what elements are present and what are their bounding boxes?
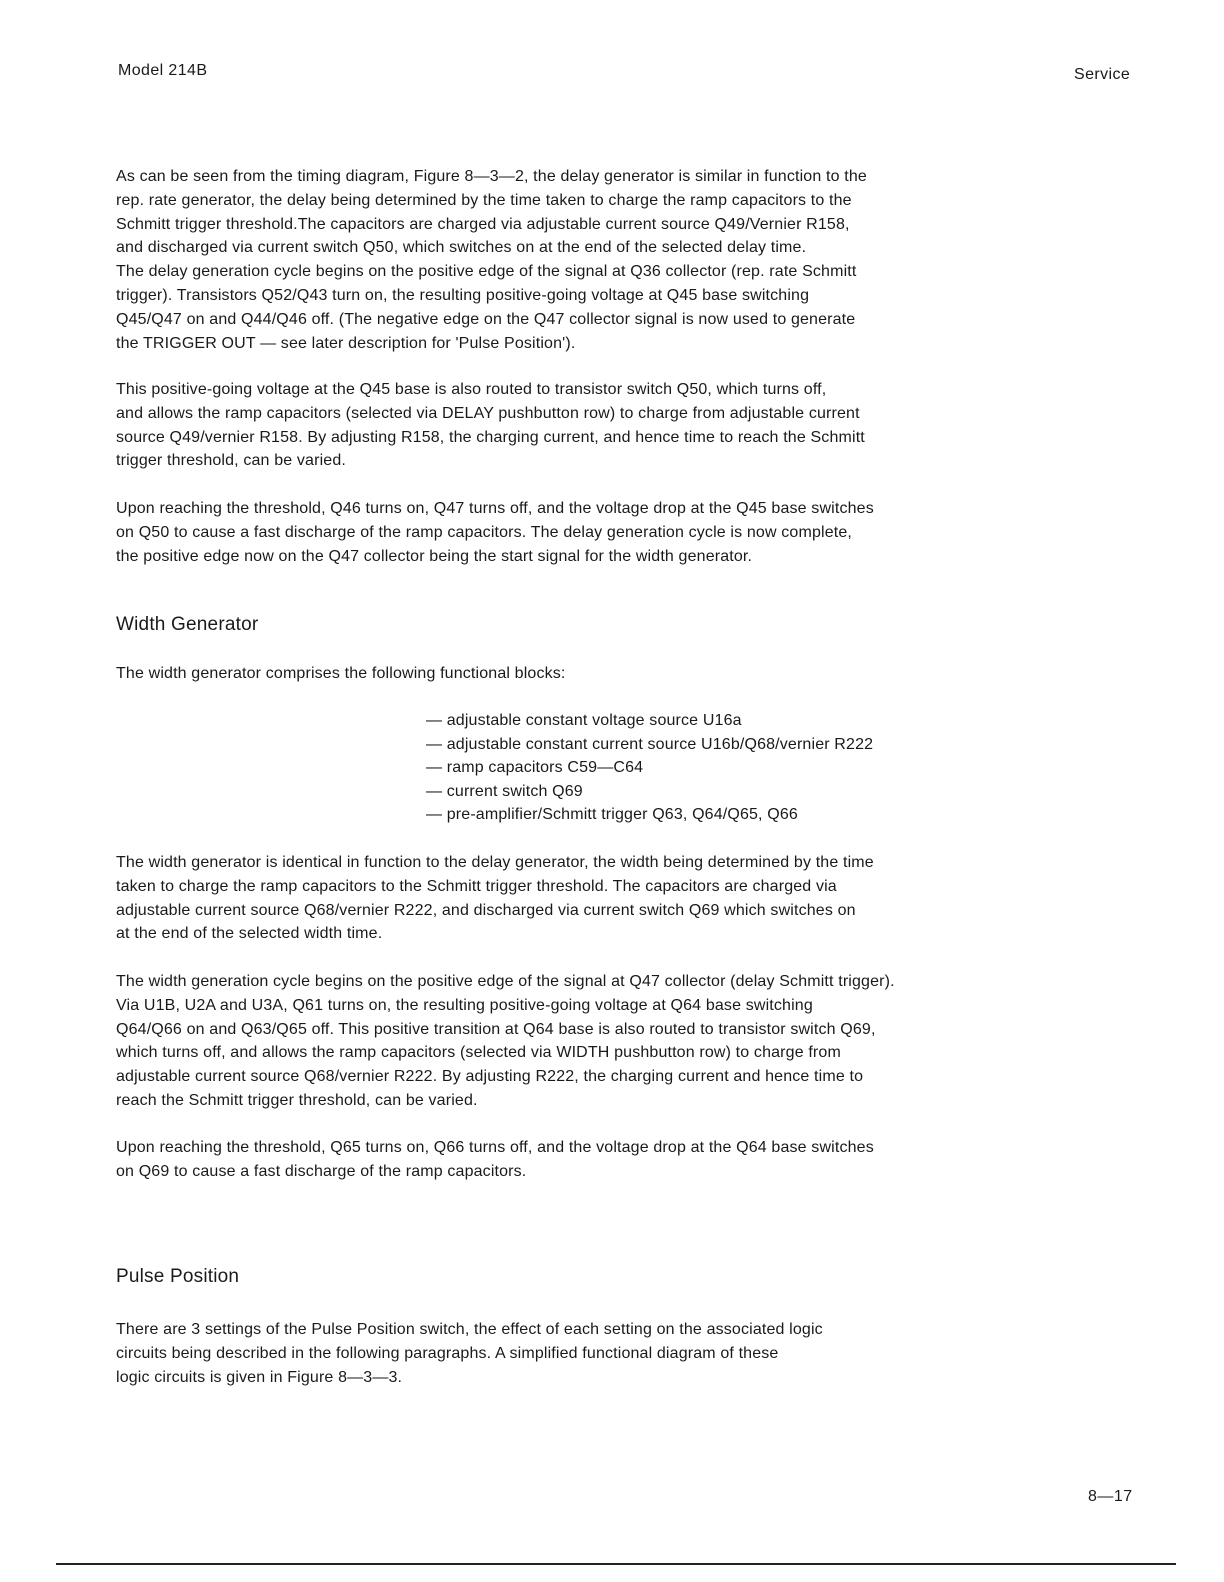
text-line: the positive edge now on the Q47 collector being the start signal for the width generator. bbox=[116, 547, 753, 565]
text-line: Q45/Q47 on and Q44/Q46 off. (The negative edge on the Q47 collector signal is now used to generate bbox=[116, 310, 856, 328]
pulse-position-heading: Pulse Position bbox=[116, 1266, 240, 1287]
text-line: Schmitt trigger threshold.The capacitors are charged via adjustable current source Q49/Vernier R158, bbox=[116, 215, 850, 233]
text-line: at the end of the selected width time. bbox=[116, 925, 383, 943]
text-line: reach the Schmitt trigger threshold, can be varied. bbox=[116, 1091, 478, 1109]
text-line: source Q49/vernier R158. By adjusting R158, the charging current, and hence time to reach the Schmitt bbox=[116, 428, 865, 446]
text-line: on Q69 to cause a fast discharge of the ramp capacitors. bbox=[116, 1162, 527, 1180]
text-line: The width generator is identical in function to the delay generator, the width being determined by the time bbox=[116, 854, 874, 871]
text-line: rep. rate generator, the delay being determined by the time taken to charge the ramp capacitors to the bbox=[116, 191, 852, 209]
text-line: circuits being described in the following paragraphs. A simplified functional diagram of these bbox=[116, 1344, 779, 1362]
header-section: Service bbox=[1074, 66, 1131, 83]
text-line: The delay generation cycle begins on the positive edge of the signal at Q36 collector (rep. rate Schmitt bbox=[116, 263, 857, 281]
list-item: — adjustable constant voltage source U16a bbox=[426, 712, 742, 729]
text-line: on Q50 to cause a fast discharge of the ramp capacitors. The delay generation cycle is now complete, bbox=[116, 523, 852, 541]
pulse-paragraph-1 bbox=[116, 1318, 823, 1389]
text-line: Via U1B, U2A and U3A, Q61 turns on, the resulting positive-going voltage at Q64 base switching bbox=[116, 996, 813, 1014]
delay-paragraph-2 bbox=[116, 378, 865, 473]
text-line: and discharged via current switch Q50, which switches on at the end of the selected delay time. bbox=[116, 239, 807, 257]
text-line: The width generator comprises the following functional blocks: bbox=[116, 665, 566, 682]
text-line: There are 3 settings of the Pulse Position switch, the effect of each setting on the associated logic bbox=[116, 1321, 823, 1338]
text-line: This positive-going voltage at the Q45 base is also routed to transistor switch Q50, which turns off, bbox=[116, 381, 827, 398]
text-line: adjustable current source Q68/vernier R222. By adjusting R222, the charging current and hence time to bbox=[116, 1068, 864, 1086]
delay-paragraph-3 bbox=[116, 497, 874, 568]
width-intro bbox=[116, 662, 566, 686]
delay-paragraph-1 bbox=[116, 165, 867, 355]
text-line: taken to charge the ramp capacitors to the Schmitt trigger threshold. The capacitors are charged via bbox=[116, 877, 837, 895]
text-line: Q64/Q66 on and Q63/Q65 off. This positive transition at Q64 base is also routed to transistor switch Q69, bbox=[116, 1020, 876, 1038]
text-line: trigger threshold, can be varied. bbox=[116, 452, 346, 470]
width-paragraph-3 bbox=[116, 1136, 874, 1184]
width-paragraph-1 bbox=[116, 851, 874, 946]
list-item: — pre-amplifier/Schmitt trigger Q63, Q64/Q65, Q66 bbox=[426, 806, 798, 824]
text-line: and allows the ramp capacitors (selected via DELAY pushbutton row) to charge from adjustable current bbox=[116, 404, 860, 422]
bottom-rule bbox=[56, 1563, 1176, 1565]
text-line: the TRIGGER OUT — see later description for 'Pulse Position'). bbox=[116, 334, 576, 352]
text-line: adjustable current source Q68/vernier R222, and discharged via current switch Q69 which switches on bbox=[116, 901, 856, 919]
width-paragraph-2 bbox=[116, 970, 895, 1113]
width-generator-heading: Width Generator bbox=[116, 614, 259, 635]
text-line: Upon reaching the threshold, Q65 turns on, Q66 turns off, and the voltage drop at the Q64 base switches bbox=[116, 1139, 874, 1156]
text-line: logic circuits is given in Figure 8—3—3. bbox=[116, 1368, 403, 1386]
list-item: — ramp capacitors C59—C64 bbox=[426, 759, 644, 777]
text-line: The width generation cycle begins on the positive edge of the signal at Q47 collector (delay Schmitt trigger). bbox=[116, 973, 895, 990]
page-number: 8—17 bbox=[1088, 1488, 1133, 1505]
header-model: Model 214B bbox=[118, 62, 208, 79]
text-line: Upon reaching the threshold, Q46 turns on, Q47 turns off, and the voltage drop at the Q45 base switches bbox=[116, 500, 874, 517]
functional-blocks-list bbox=[426, 709, 873, 827]
list-item: — current switch Q69 bbox=[426, 782, 583, 800]
list-item: — adjustable constant current source U16b/Q68/vernier R222 bbox=[426, 735, 874, 753]
text-line: which turns off, and allows the ramp capacitors (selected via WIDTH pushbutton row) to charge from bbox=[116, 1044, 841, 1062]
text-line: As can be seen from the timing diagram, Figure 8—3—2, the delay generator is similar in function to the bbox=[116, 168, 867, 185]
text-line: trigger). Transistors Q52/Q43 turn on, the resulting positive-going voltage at Q45 base switching bbox=[116, 286, 810, 304]
